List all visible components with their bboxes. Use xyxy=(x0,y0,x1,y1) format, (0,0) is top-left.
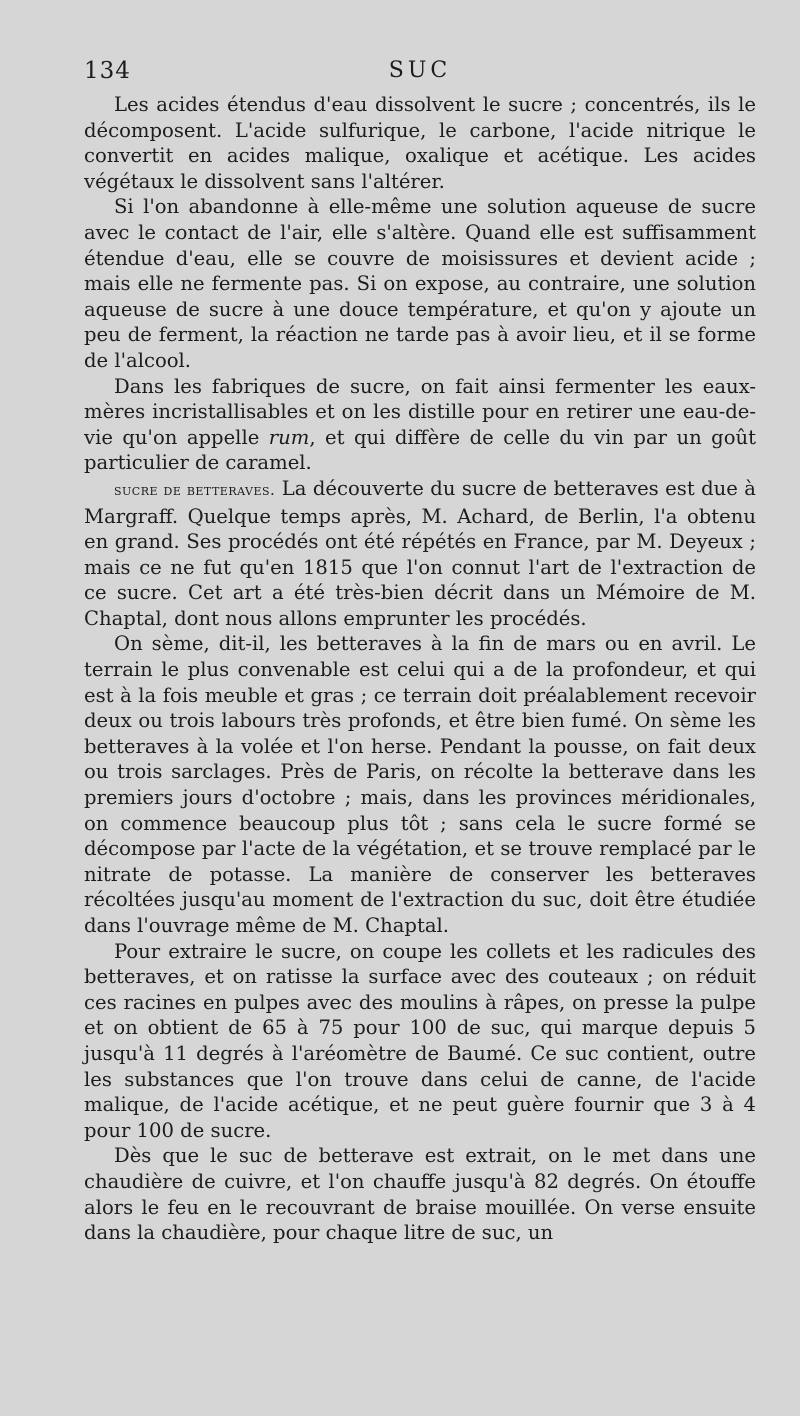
paragraph-acids: Les acides étendus d'eau dissolvent le sucre ; concentrés, ils le décomposent. L'acide sulfurique, le carbone, l'acide nitrique le convertit en acides malique, oxalique et acétique. Les acides végétaux le dissolvent sans l'altérer. xyxy=(84,93,756,193)
page-number: 134 xyxy=(84,58,131,84)
paragraph-fabriques-start: Dans les fabriques de sucre, on fait ainsi fermenter les eaux-mères incristallisables et on les distille pour en retirer une eau-de-vie qu'on appelle xyxy=(84,374,756,449)
paragraph-semis: On sème, dit-il, les betteraves à la fin de mars ou en avril. Le terrain le plus convenable est celui qui a de la profondeur, et qui est à la fois meuble et gras ; ce terrain doit préalablement recevoir deux ou trois labours très profonds, et être bien fumé. On sème les betteraves à la volée et l'on herse. Pendant la pousse, on fait deux ou trois sarclages. Près de Paris, on récolte la betterave dans les premiers jours d'octobre ; mais, dans les provinces méridionales, on commence beaucoup plus tôt ; sans cela le sucre formé se décompose par l'acte de la végétation, et se trouve remplacé par le nitrate de potasse. La manière de conserver les betteraves récoltées jusqu'au moment de l'extraction du suc, doit être étudiée dans l'ouvrage même de M. Chaptal. xyxy=(84,632,756,937)
paragraph-fabriques-end: , et qui diffère de celle du vin par un goût particulier de caramel. xyxy=(84,425,757,475)
section-heading: sucre de betteraves. xyxy=(114,480,276,499)
paragraph-extraction: Pour extraire le sucre, on coupe les collets et les radicules des betteraves, et on ratisse la surface avec des couteaux ; on réduit ces racines en pulpes avec des moulins à râpes, on presse la pulpe et on obtient de 65 à 75 pour 100 de suc, qui marque depuis 5 jusqu'à 11 degrés à l'aréomètre de Baumé. Ce suc contient, outre les substances que l'on trouve dans celui de canne, de l'acide malique, de l'acide acétique, et ne peut guère fournir que 3 à 4 pour 100 de sucre. xyxy=(84,939,756,1142)
page-header xyxy=(84,58,756,92)
rum-term: rum xyxy=(268,425,310,449)
body-text xyxy=(84,92,756,1246)
paragraph-betteraves-text: La découverte du sucre de betteraves est due à Margraff. Quelque temps après, M. Achard, de Berlin, l'a obtenu en grand. Ses procédés ont été répétés en France, par M. Deyeux ; mais ce ne fut qu'en 1815 que l'on connut l'art de l'extraction de ce sucre. Cet art a été très-bien décrit dans un Mémoire de M. Chaptal, dont nous allons emprunter les procédés. xyxy=(84,476,756,630)
paragraph-betteraves xyxy=(84,476,756,632)
paragraph-chaudiere: Dès que le suc de betterave est extrait, on le met dans une chaudière de cuivre, et l'on chauffe jusqu'à 82 degrés. On étouffe alors le feu en le recouvrant de braise mouillée. On verse ensuite dans la chaudière, pour chaque litre de suc, un xyxy=(84,1144,756,1245)
paragraph-fabriques xyxy=(84,374,756,476)
running-head: SUC xyxy=(388,58,452,83)
paragraph-solution: Si l'on abandonne à elle-même une solution aqueuse de sucre avec le contact de l'air, elle s'altère. Quand elle est suffisamment étendue d'eau, elle se couvre de moisissures et devient acide ; mais elle ne fermente pas. Si on expose, au contraire, une solution aqueuse de sucre à une douce température, et qu'on y ajoute un peu de ferment, la réaction ne tarde pas à avoir lieu, et il se forme de l'alcool. xyxy=(84,195,756,372)
